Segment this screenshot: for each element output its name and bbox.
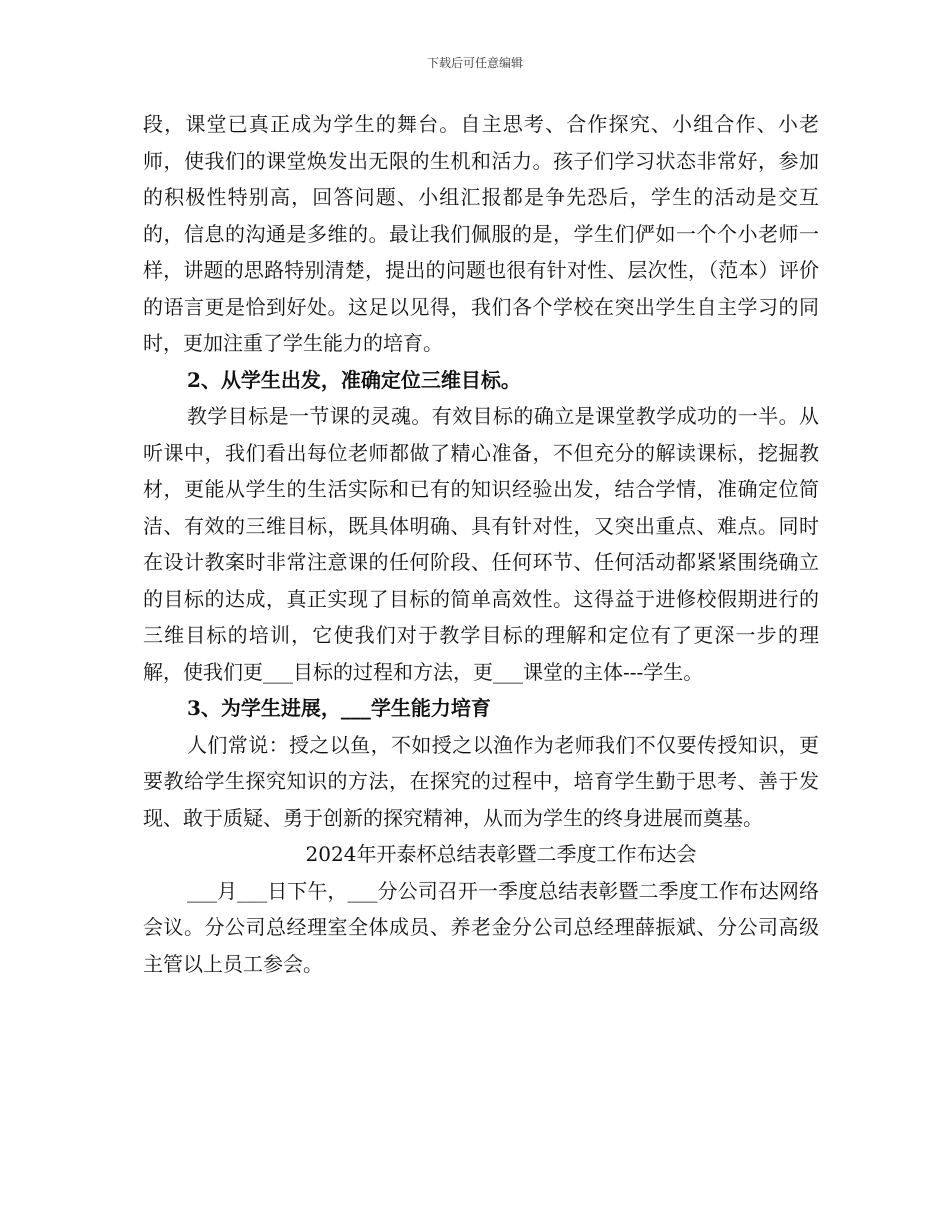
paragraph-meeting: ___月___日下午，___分公司召开一季度总结表彰暨二季度工作布达网络会议。分公司总经理室全体成员、养老金分公司总经理薛振斌、分公司高级主管以上员工参会。	[143, 878, 819, 976]
document-title: 2024年开泰杯总结表彰暨二季度工作布达会	[305, 842, 697, 866]
paragraph-continuation: 段，课堂已真正成为学生的舞台。自主思考、合作探究、小组合作、小老师，使我们的课堂焕发出无限的生机和活力。孩子们学习状态非常好，参加的积极性特别高，回答问题、小组汇报都是争先恐后，学生的活动是交互的，信息的沟通是多维的。最让我们佩服的是，学生们俨如一个个小老师一样，讲题的思路特别清楚，提出的问题也很有针对性、层次性，（范本）评价的语言更是恰到好处。这足以见得，我们各个学校在突出学生自主学习的同时，更加注重了学生能力的培育。	[143, 112, 819, 355]
page-header: 下载后可任意编辑	[426, 56, 523, 70]
paragraph-teaching-goals: 教学目标是一节课的灵魂。有效目标的确立是课堂教学成功的一半。从听课中，我们看出每位老师都做了精心准备，不但充分的解读课标，挖掘教材，更能从学生的生活实际和已有的知识经验出发，结合学情，准确定位简洁、有效的三维目标，既具体明确、具有针对性，又突出重点、难点。同时在设计教案时非常注意课的任何阶段、任何环节、任何活动都紧紧围绕确立的目标的达成，真正实现了目标的简单高效性。这得益于进修校假期进行的三维目标的培训，它使我们对于教学目标的理解和定位有了更深一步的理解，使我们更___目标的过程和方法，更___课堂的主体---学生。	[143, 404, 819, 684]
document-body	[143, 106, 819, 982]
paragraph-ability-training: 人们常说：授之以鱼，不如授之以渔作为老师我们不仅要传授知识，更要教给学生探究知识的方法，在探究的过程中，培育学生勤于思考、善于发现、敢于质疑、勇于创新的探究精神，从而为学生的终身进展而奠基。	[143, 732, 819, 830]
section-heading-2: 2、从学生出发，准确定位三维目标。	[187, 367, 521, 392]
section-heading-3: 3、为学生进展，___学生能力培育	[187, 696, 491, 720]
